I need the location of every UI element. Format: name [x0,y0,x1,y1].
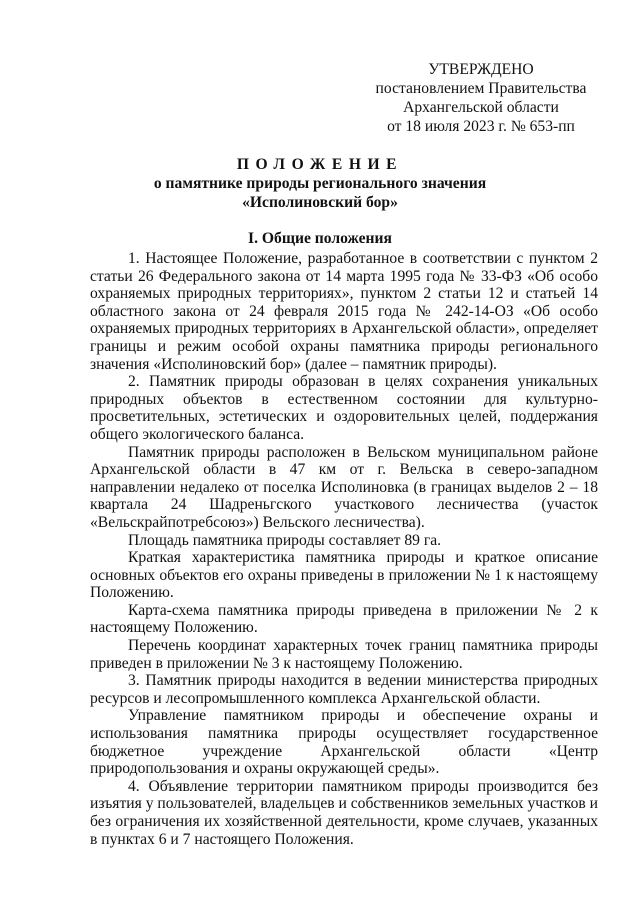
body-text [90,250,598,848]
paragraph: Карта-схема памятника природы приведена в приложении № 2 к настоящему Положению. [90,601,598,637]
section-heading: I. Общие положения [248,230,392,247]
paragraph: Управление памятником природы и обеспечение охраны и использования памятника природы осуществляет государственное бюджетное учреждение Архангельской области «Центр природопользования и охраны окружающей среды». [90,707,598,778]
paragraph: 3. Памятник природы находится в ведении министерства природных ресурсов и лесопромышленного комплекса Архангельской области. [90,672,598,707]
title-subtitle-2: «Исполиновский бор» [242,194,398,211]
approval-line-region: Архангельской области [403,99,559,116]
paragraph: 4. Объявление территории памятником природы производится без изъятия у пользователей, владельцев и собственников земельных участков и без ограничения их хозяйственной деятельности, кроме случаев, указанных в пунктах 6 и 7 настоящего Положения. [90,777,598,848]
paragraph: Краткая характеристика памятника природы и краткое описание основных объектов его охраны приведены в приложении № 1 к настоящему Положению. [90,549,598,602]
paragraph: Памятник природы расположен в Вельском муниципальном районе Архангельской области в 47 км от г. Вельска в северо-западном направлении недалеко от поселка Исполиновка (в границах выделов 2 – 18 квартала 24 Шадреньгского участкового лесничества (участок «Вельскрайпотребсоюз») Вельского лесничества). [90,443,598,531]
document-title [0,155,640,212]
title-subtitle-1: о памятнике природы регионального значения [153,175,487,192]
paragraph: 2. Памятник природы образован в целях сохранения уникальных природных объектов в естественном состоянии для культурно-просветительных, эстетических и оздоровительных целей, поддержания общего экологического баланса. [90,373,598,443]
approval-line-approved: УТВЕРЖДЕНО [428,61,534,78]
title-main: ПОЛОЖЕНИЕ [236,156,404,173]
paragraph: 1. Настоящее Положение, разработанное в соответствии с пунктом 2 статьи 26 Федерального закона от 14 марта 1995 года № 33-ФЗ «Об особо охраняемых природных территориях», пунктом 2 статьи 12 и статьей 14 областного закона от 24 февраля 2015 года № 242-14-ОЗ «Об особо охраняемых природных территориях в Архангельской области», определяет границы и режим особой охраны памятника природы регионального значения «Исполиновский бор» (далее – памятник природы). [90,250,598,373]
paragraph: Перечень координат характерных точек границ памятника природы приведен в приложении № 3 к настоящему Положению. [90,637,598,672]
approval-line-resolution: постановлением Правительства [375,80,587,97]
approval-stamp [372,60,590,136]
approval-line-date-number: от 18 июля 2023 г. № 653-пп [387,118,575,135]
paragraph: Площадь памятника природы составляет 89 га. [128,531,442,549]
